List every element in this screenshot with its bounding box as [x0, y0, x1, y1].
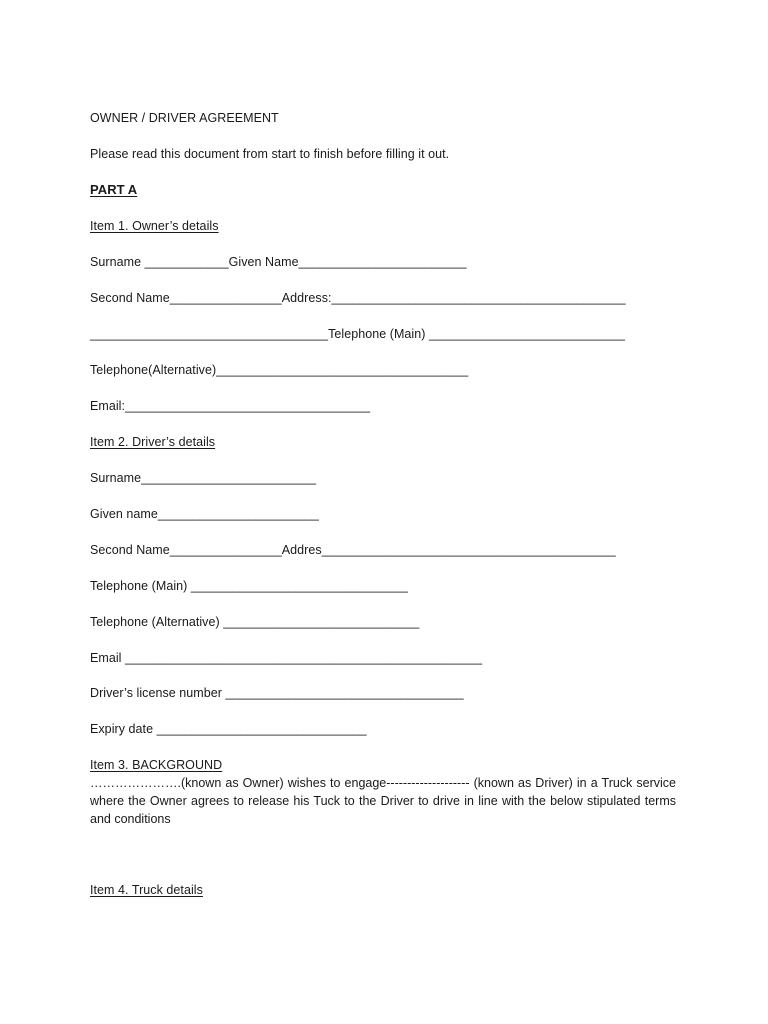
owner-second-name-field[interactable]: Second Name________________Address:__________________________________________	[90, 291, 626, 305]
item3-heading: Item 3. BACKGROUND	[90, 758, 223, 772]
driver-license-field[interactable]: Driver’s license number __________________________________	[90, 686, 464, 700]
driver-second-name-field[interactable]: Second Name________________Addres__________________________________________	[90, 543, 616, 557]
part-heading: PART A	[90, 182, 138, 197]
background-paragraph: ………………….(known as Owner) wishes to engage-------------------- (known as Driver) in a Truck service where the Owner agrees to release his Tuck to the Driver to drive in line with the below stipulated terms and conditions	[90, 776, 676, 826]
owner-telephone-main-field[interactable]: __________________________________Telephone (Main) ____________________________	[90, 327, 626, 341]
driver-expiry-field[interactable]: Expiry date ______________________________	[90, 722, 367, 736]
owner-surname-field[interactable]: Surname ____________Given Name________________________	[90, 255, 467, 269]
driver-telephone-alt-field[interactable]: Telephone (Alternative) ____________________________	[90, 615, 420, 629]
driver-email-field[interactable]: Email ___________________________________________________	[90, 651, 483, 665]
driver-telephone-main-field[interactable]: Telephone (Main) _______________________________	[90, 579, 408, 593]
owner-telephone-alt-field[interactable]: Telephone(Alternative)____________________________________	[90, 363, 469, 377]
instruction-text: Please read this document from start to finish before filling it out.	[90, 147, 450, 161]
item2-heading: Item 2. Driver’s details	[90, 435, 216, 449]
document-title: OWNER / DRIVER AGREEMENT	[90, 111, 279, 125]
item1-heading: Item 1. Owner’s details	[90, 219, 219, 233]
driver-given-name-field[interactable]: Given name_______________________	[90, 507, 319, 521]
owner-email-field[interactable]: Email:___________________________________	[90, 399, 371, 413]
item4-heading: Item 4. Truck details	[90, 883, 203, 897]
driver-surname-field[interactable]: Surname_________________________	[90, 471, 317, 485]
